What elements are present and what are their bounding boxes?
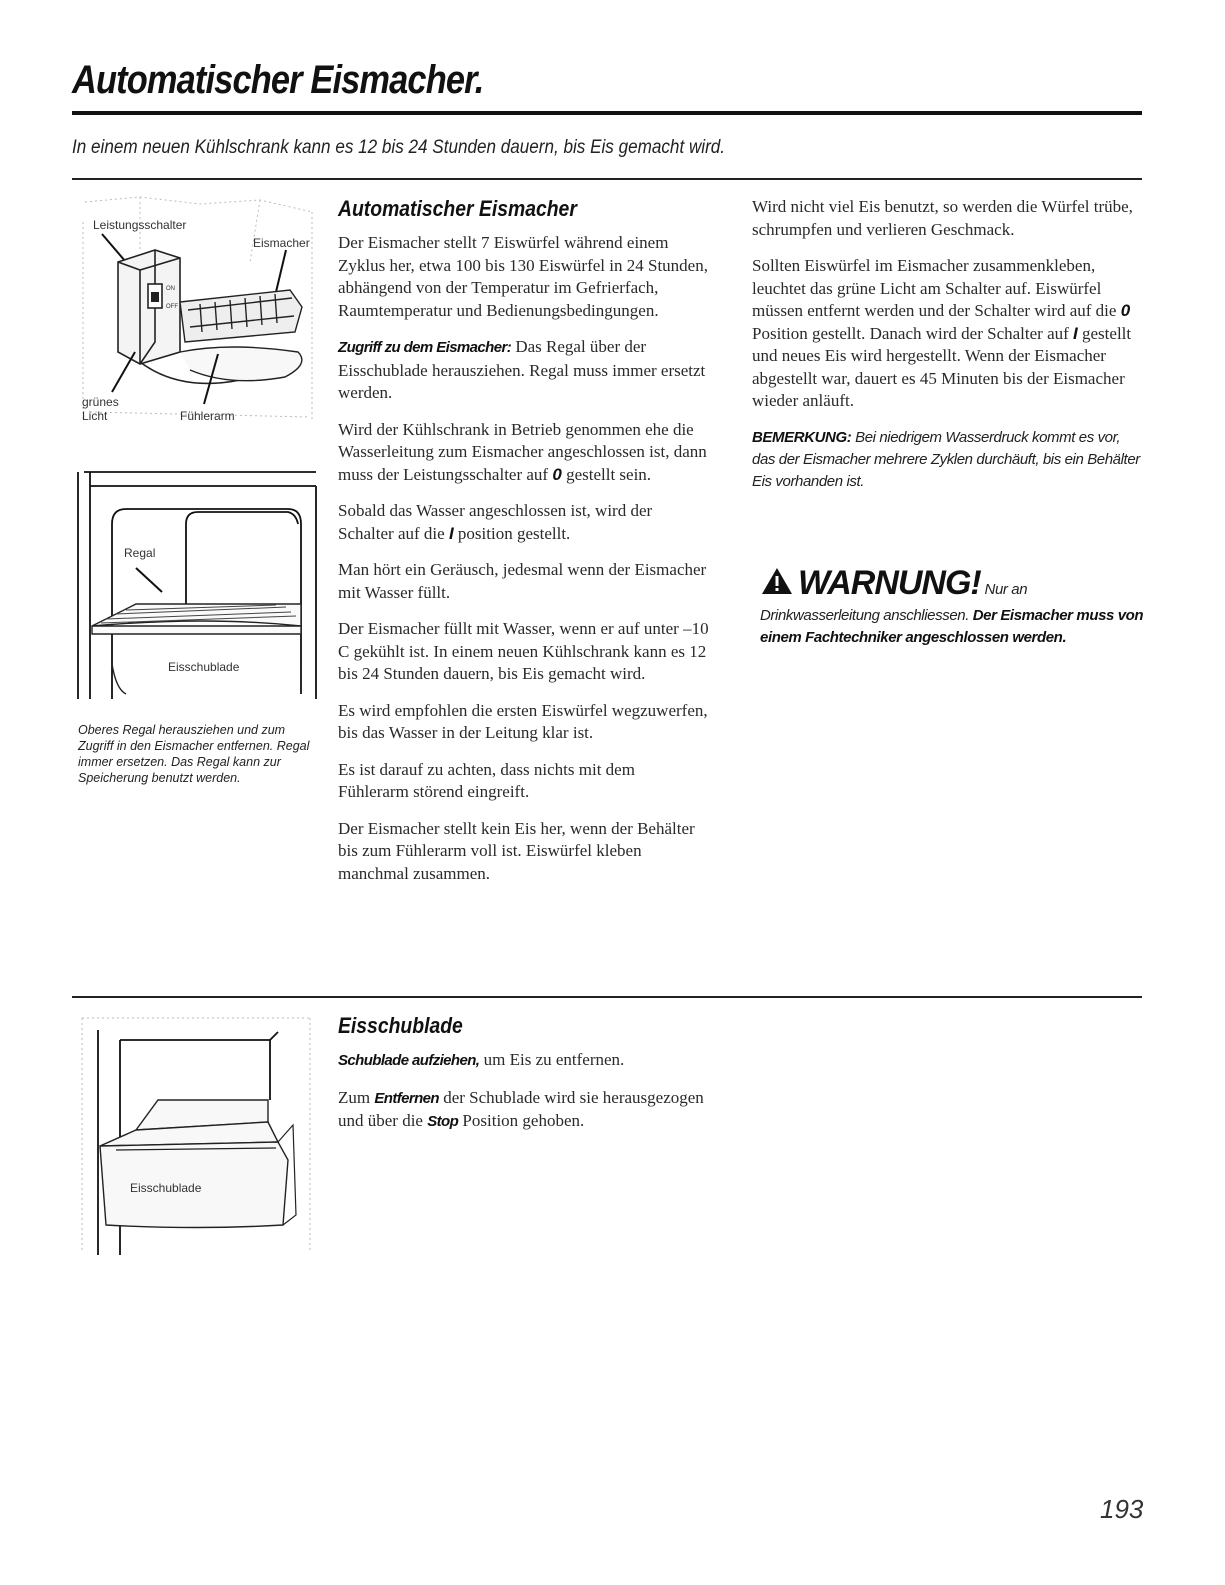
title-rule: [72, 111, 1142, 115]
label-power-switch: Leistungsschalter: [93, 218, 187, 232]
warning-title: WARNUNG!: [798, 564, 981, 602]
icemaker-p9: Der Eismacher stellt kein Eis her, wenn der Behälter bis zum Fühlerarm voll ist. Eiswürfel kleben manchmal zusammen.: [338, 818, 695, 883]
label-feeler-arm: Fühlerarm: [180, 409, 235, 423]
bin-p1-lead: Schublade aufziehen,: [338, 1052, 480, 1069]
heading-icemaker: Automatischer Eismacher: [338, 196, 577, 221]
bin-p1-text: um Eis zu entfernen.: [479, 1050, 625, 1069]
icemaker-p1: Der Eismacher stellt 7 Eiswürfel während einem Zyklus her, etwa 100 bis 130 Eiswürfel in 24 Stunden, abhängend von der Temperatur im Gefrierfach, Raumtemperatur und Bedienungsbedingungen.: [338, 233, 708, 320]
remark-lead: BEMERKUNG:: [752, 428, 852, 446]
p4-text-b: position gestellt.: [453, 523, 571, 543]
right-column: [752, 196, 1144, 507]
page-title: Automatischer Eismacher.: [72, 58, 484, 102]
label-ice-bin: Eisschublade: [130, 1181, 202, 1195]
one-symbol: I: [448, 523, 454, 543]
one-symbol: I: [1073, 323, 1078, 343]
warning-small: Nur an: [980, 581, 1028, 598]
bin-p2-remove: Entfernen: [374, 1089, 439, 1107]
icemaker-p3: [338, 419, 710, 487]
label-icemaker: Eismacher: [253, 236, 310, 250]
right-p1: Wird nicht viel Eis benutzt, so werden die Würfel trübe, schrumpfen und verlieren Geschmack.: [752, 197, 1133, 239]
zero-symbol: 0: [552, 464, 562, 484]
access-lead: Zugriff zu dem Eismacher:: [338, 339, 512, 356]
bin-p2-b: der Schublade wird sie herausgezogen und über die: [338, 1087, 704, 1130]
warning-bold: Der Eismacher muss von einem Fachtechniker angeschlossen werden.: [760, 607, 1144, 646]
remark: [752, 427, 1144, 493]
right-p2-a: Sollten Eiswürfel im Eismacher zusammenkleben, leuchtet das grüne Licht am Schalter auf. Eiswürfel müssen entfernt werden und der Schalter wird auf die: [752, 256, 1121, 320]
p4-text-a: Sobald das Wasser angeschlossen ist, wird der Schalter auf die: [338, 501, 653, 543]
page-number: 193: [1100, 1494, 1144, 1524]
bin-p2: [338, 1087, 710, 1134]
icemaker-p2: [338, 336, 710, 405]
heading-ice-bin: Eisschublade: [338, 1013, 463, 1038]
ice-bin-body: [338, 1049, 710, 1148]
warning-line: Drinkwasserleitung anschliessen.: [760, 607, 969, 624]
bin-p2-a: Zum: [338, 1087, 375, 1107]
bin-p2-c: Position gehoben.: [458, 1111, 585, 1130]
shelf-caption: Oberes Regal herausziehen und zum Zugriff in den Eismacher entfernen. Regal immer ersetzen. Das Regal kann zur Speicherung benutzt werden.: [78, 723, 310, 785]
label-light: Licht: [82, 409, 108, 423]
remark-text: Bei niedrigem Wasserdruck kommt es vor, das der Eismacher mehrere Zyklen durchäuft, bis ein Behälter Eis vorhanden ist.: [752, 428, 1140, 490]
warning-head-row: [760, 564, 1144, 603]
label-green: grünes: [82, 395, 119, 409]
icemaker-p8: Es ist darauf zu achten, dass nichts mit dem Fühlerarm störend eingreift.: [338, 759, 635, 801]
switch-off-label: OFF: [166, 304, 178, 310]
zero-symbol: 0: [1120, 301, 1131, 320]
icemaker-p6: Der Eismacher füllt mit Wasser, wenn er auf unter –10 C gekühlt ist. In einem neuen Kühlschrank kann es 12 bis 24 Stunden dauern, bis Eis gemacht wird.: [338, 619, 709, 683]
section-rule-top: [72, 178, 1142, 180]
icemaker-figure: [80, 192, 316, 432]
icemaker-body: [338, 232, 710, 899]
right-p2: [752, 255, 1144, 413]
ice-bin-figure: [78, 1010, 314, 1260]
p3-text-b: gestellt sein.: [561, 464, 652, 484]
bin-p2-stop: Stop: [427, 1113, 459, 1130]
right-p2-b: Position gestellt. Danach wird der Schalter auf: [752, 323, 1074, 343]
warning-triangle-icon: [760, 566, 794, 596]
warning-text: [760, 605, 1144, 649]
right-p2-c: gestellt und neues Eis wird hergestellt. Wenn der Eismacher abgestellt war, dauert es 45 Minuten bis der Eismacher wieder anläuft.: [752, 323, 1132, 410]
shelf-figure: [76, 464, 320, 704]
access-text: Das Regal über der Eisschublade herausziehen. Regal muss immer ersetzt werden.: [338, 337, 706, 402]
label-bin: Eisschublade: [168, 660, 240, 674]
intro-text: In einem neuen Kühlschrank kann es 12 bis 24 Stunden dauern, bis Eis gemacht wird.: [72, 137, 726, 158]
section-rule-bottom: [72, 996, 1142, 998]
warning-block: [760, 564, 1144, 649]
icemaker-p4: [338, 500, 710, 545]
icemaker-p5: Man hört ein Geräusch, jedesmal wenn der Eismacher mit Wasser füllt.: [338, 560, 707, 602]
switch-on-label: ON: [166, 286, 175, 292]
bin-p1: [338, 1049, 710, 1073]
label-shelf: Regal: [124, 546, 156, 560]
icemaker-p7: Es wird empfohlen die ersten Eiswürfel wegzuwerfen, bis das Wasser in der Leitung klar ist.: [338, 700, 708, 742]
p3-text-a: Wird der Kühlschrank in Betrieb genommen ehe die Wasserleitung zum Eismacher angeschlossen ist, dann muss der Leistungsschalter auf: [338, 419, 707, 484]
